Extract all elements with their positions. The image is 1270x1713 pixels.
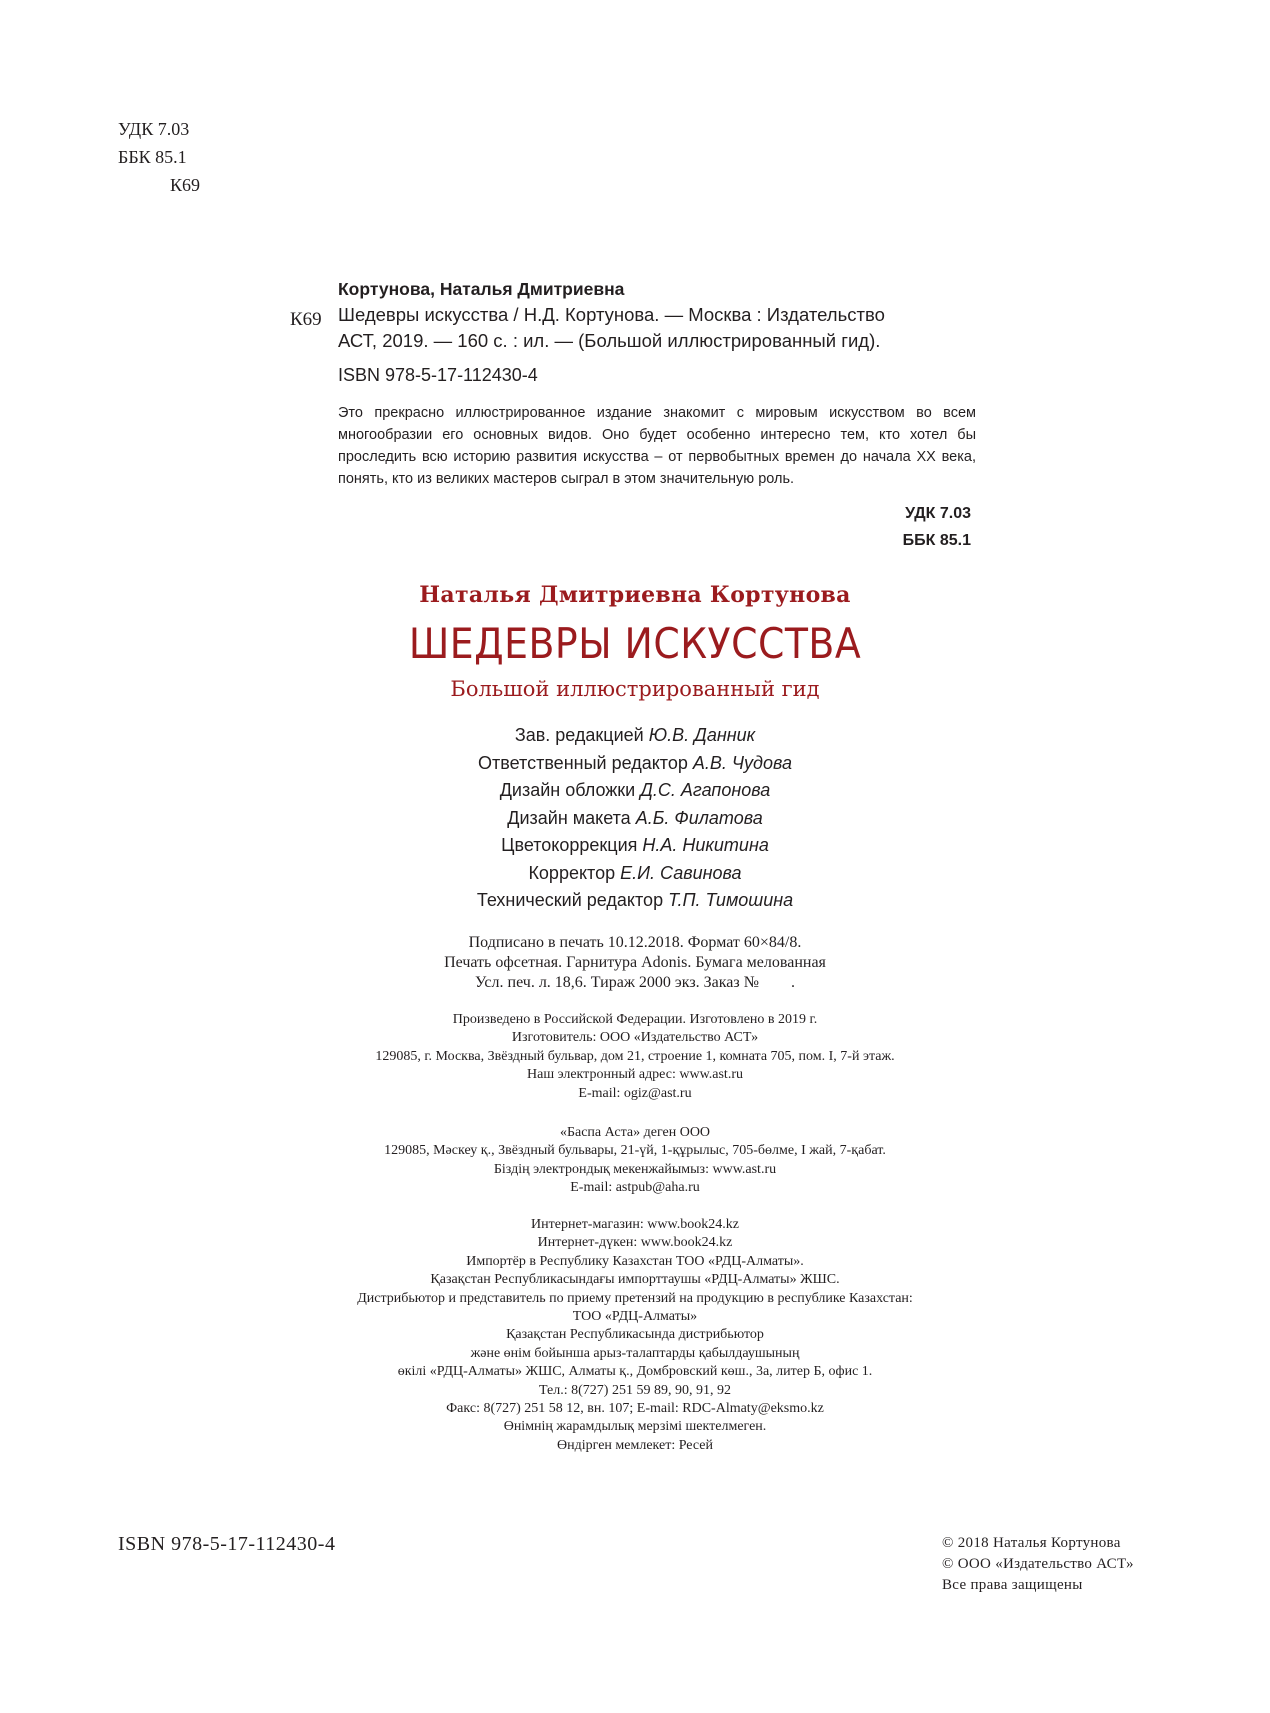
biblio-isbn: ISBN 978-5-17-112430-4 [338,365,538,385]
staff-item: Цветокоррекция Н.А. Никитина [501,835,769,855]
kazakh-publisher-line: Біздің электрондық мекенжайымыз: www.ast.ru [493,1161,777,1177]
classification-block [118,115,200,199]
distribution-line: ТОО «РДЦ-Алматы» [572,1309,698,1325]
production-line: 129085, г. Москва, Звёздный бульвар, дом 21, строение 1, комната 705, пом. I, 7-й этаж. [375,1048,895,1064]
production-line: Наш электронный адрес: www.ast.ru [527,1067,743,1083]
kazakh-publisher-line: «Баспа Аста» деген ООО [559,1125,711,1140]
author-sign: К69 [170,175,201,195]
copyright-line: Все права защищены [942,1577,1083,1593]
biblio-bbk: ББК 85.1 [902,532,971,549]
copyright-line: © ООО «Издательство АСТ» [942,1556,1134,1572]
staff-item: Ответственный редактор А.В. Чудова [478,752,792,773]
udk-code: УДК 7.03 [118,119,190,139]
kazakh-publisher-info [0,1124,1270,1198]
kazakh-publisher-line: E-mail: astpub@aha.ru [570,1180,700,1196]
staff-item: Зав. редакцией Ю.В. Данник [514,725,756,745]
production-info [0,1011,1270,1103]
staff-item: Дизайн обложки Д.С. Агапонова [499,780,771,800]
footer-isbn: ISBN 978-5-17-112430-4 [118,1533,336,1555]
bbk-code: ББК 85.1 [118,147,187,167]
staff-list [0,722,1270,915]
print-info-line: Печать офсетная. Гарнитура Adonis. Бумага мелованная [444,954,826,971]
copyright-line: © 2018 Наталья Кортунова [942,1535,1121,1551]
biblio-description-line-2: АСТ, 2019. — 160 с. : ил. — (Большой иллюстрированный гид). [338,330,881,351]
distribution-line: Өнімнің жарамдылық мерзімі шектелмеген. [503,1419,767,1435]
distribution-line: өкілі «РДЦ-Алматы» ЖШС, Алматы қ., Домбровский көш., 3а, литер Б, офис 1. [397,1364,873,1380]
biblio-author: Кортунова, Наталья Дмитриевна [338,279,625,299]
print-info-line: Усл. печ. л. 18,6. Тираж 2000 экз. Заказ № . [475,974,795,991]
distribution-line: Факс: 8(727) 251 58 12, вн. 107; E-mail: RDC-Almaty@eksmo.kz [446,1401,824,1417]
distribution-line: Дистрибьютор и представитель по приему претензий на продукцию в республике Казахстан: [357,1290,913,1306]
print-info-line: Подписано в печать 10.12.2018. Формат 60×84/8. [468,934,802,951]
print-info [0,933,1270,993]
production-line: Изготовитель: ООО «Издательство АСТ» [511,1030,759,1046]
kazakh-publisher-line: 129085, Мәскеу қ., Звёздный бульвары, 21-үй, 1-құрылыс, 705-бөлме, I жай, 7-қабат. [384,1143,886,1159]
distribution-line: Өндірген мемлекет: Ресей [557,1437,713,1453]
biblio-udk: УДК 7.03 [905,505,971,522]
title-author: Наталья Дмитриевна Кортунова [419,582,851,608]
distribution-line: Қазақстан Республикасында дистрибьютор [506,1327,764,1343]
distribution-line: Тел.: 8(727) 251 59 89, 90, 91, 92 [539,1382,731,1398]
copyright-block [942,1533,1134,1596]
staff-item: Технический редактор Т.П. Тимошина [476,890,794,910]
production-line: Произведено в Российской Федерации. Изготовлено в 2019 г. [452,1012,818,1027]
distribution-line: Қазақстан Республикасындағы импорттаушы «РДЦ-Алматы» ЖШС. [430,1272,840,1288]
biblio-author-sign: К69 [290,309,322,330]
production-line: E-mail: ogiz@ast.ru [578,1085,692,1101]
distribution-line: Интернет-магазин: www.book24.kz [531,1217,739,1232]
distribution-line: және өнім бойынша арыз-талаптарды қабылдаушының [470,1345,800,1361]
biblio-description-line-1: Шедевры искусства / Н.Д. Кортунова. — Москва : Издательство [338,304,885,325]
bibliographic-record [290,276,976,554]
distribution-line: Интернет-дүкен: www.book24.kz [537,1235,733,1251]
distribution-info [0,1216,1270,1455]
book-title: ШЕДЕВРЫ ИСКУССТВА [408,619,862,668]
biblio-annotation: Это прекрасно иллюстрированное издание знакомит с мировым искусством во всем многообразии его основных видов. Оно будет особенно интересно тем, кто хотел бы проследить всю историю развития искусства – от первобытных времен до начала XX века, понять, кто из великих мастеров сыграл в этом значительную роль. [338,405,976,487]
staff-item: Дизайн макета А.Б. Филатова [507,807,763,828]
staff-item: Корректор Е.И. Савинова [528,862,742,883]
book-subtitle: Большой иллюстрированный гид [450,677,820,701]
distribution-line: Импортёр в Республику Казахстан ТОО «РДЦ-Алматы». [466,1253,804,1269]
